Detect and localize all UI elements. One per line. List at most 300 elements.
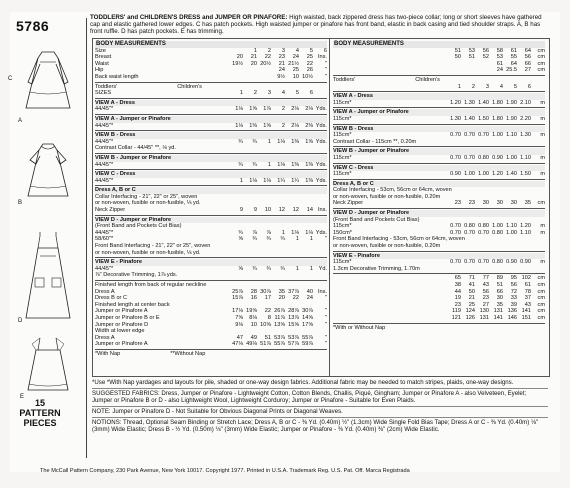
cell-value: 1⅛ bbox=[235, 106, 243, 113]
cell-value: 10½ bbox=[302, 73, 313, 80]
row-values bbox=[447, 67, 545, 74]
row-unit: m bbox=[540, 115, 545, 122]
group-toddlers: Toddlers' bbox=[95, 83, 118, 90]
row-label: 44/45"* bbox=[95, 161, 114, 168]
table-row bbox=[333, 155, 545, 162]
cell-value bbox=[447, 67, 461, 74]
cell-value: 14⅝ bbox=[302, 314, 313, 321]
cell-value: 2.10 bbox=[520, 99, 531, 106]
cell-value: 17⅝ bbox=[302, 321, 313, 328]
size-pad bbox=[531, 84, 545, 91]
table-row bbox=[95, 243, 327, 250]
size-value: 4 bbox=[281, 90, 285, 97]
size-value: 5 bbox=[295, 90, 299, 97]
description-block bbox=[90, 14, 548, 36]
block-heading: VIEW D - Jumper or Pinafore bbox=[95, 217, 327, 224]
row-values bbox=[229, 67, 327, 74]
row-label: Dress B or C bbox=[95, 295, 128, 302]
row-unit: m bbox=[540, 132, 545, 139]
cell-value: 51 bbox=[454, 47, 461, 54]
table-row bbox=[333, 67, 545, 74]
cell-value: 50 bbox=[454, 54, 461, 61]
table-row bbox=[95, 322, 327, 329]
cell-value: 20½ bbox=[260, 60, 271, 67]
row-values bbox=[243, 48, 327, 55]
cell-value: 25 bbox=[306, 54, 313, 61]
nap-legend bbox=[95, 349, 327, 358]
cell-value: 53 bbox=[496, 54, 503, 61]
row-label: Jumper or Pinafore B or E bbox=[95, 314, 160, 321]
table-row bbox=[333, 48, 545, 55]
row-values bbox=[229, 123, 327, 130]
cell-value: 9 bbox=[239, 207, 243, 214]
row-label: 1.3cm Decorative Trimming, 1.70m bbox=[333, 265, 420, 272]
row-unit: " bbox=[325, 308, 327, 315]
row-unit: cm bbox=[537, 288, 545, 295]
row-values bbox=[447, 132, 545, 139]
cell-value: 2⅜ bbox=[305, 122, 313, 129]
row-values bbox=[229, 335, 327, 342]
block-heading: VIEW C - Dress bbox=[333, 165, 545, 172]
table-row bbox=[333, 200, 545, 207]
cell-value: 24 bbox=[292, 54, 299, 61]
row-values bbox=[229, 230, 327, 237]
cell-value: 38 bbox=[454, 282, 461, 288]
table-row bbox=[333, 308, 545, 315]
cell-value: 26 bbox=[306, 67, 313, 74]
body-measurements-head: BODY MEASUREMENTS bbox=[333, 41, 545, 48]
table-row bbox=[95, 74, 327, 81]
cell-value: 1.80 bbox=[492, 115, 503, 122]
cell-value: 0.80 bbox=[492, 229, 503, 236]
cell-value: 27 bbox=[524, 67, 531, 74]
table-row bbox=[95, 54, 327, 61]
cell-value: ¾ bbox=[252, 265, 257, 272]
cell-value: 10 bbox=[292, 73, 299, 80]
cell-value: 1 bbox=[295, 265, 299, 272]
size-value: 5 bbox=[513, 83, 517, 90]
cell-value: ¾ bbox=[252, 236, 257, 243]
row-label: 150cm* bbox=[333, 229, 352, 236]
yardage-block bbox=[333, 163, 545, 178]
cell-value: 24 bbox=[496, 67, 503, 74]
cell-value: 21 bbox=[468, 295, 475, 302]
sizes-values bbox=[447, 84, 545, 91]
row-label: Contrast Collar - 115cm **, 0.20m bbox=[333, 138, 417, 145]
nap-legend bbox=[333, 323, 545, 332]
finished-measurements bbox=[95, 280, 327, 348]
row-label: Hip bbox=[95, 67, 104, 74]
row-values bbox=[229, 289, 327, 296]
row-label: Back waist length bbox=[95, 73, 139, 80]
row-values bbox=[229, 139, 327, 146]
cell-value: 126 bbox=[465, 314, 475, 321]
row-unit: Yds. bbox=[315, 177, 327, 184]
cell-value: 20 bbox=[236, 54, 243, 61]
row-values bbox=[447, 48, 545, 55]
table-row bbox=[333, 132, 545, 139]
cell-value: 0.70 bbox=[464, 132, 475, 139]
cell-value: 1.20 bbox=[492, 171, 503, 178]
cell-value: ¾ bbox=[238, 138, 243, 145]
cell-value: 51 bbox=[264, 334, 271, 341]
table-row bbox=[333, 187, 545, 194]
row-unit: Ins. bbox=[317, 54, 327, 61]
cell-value: 2 bbox=[281, 122, 285, 129]
row-label: 115cm* bbox=[333, 99, 352, 106]
table-row bbox=[95, 145, 327, 152]
cell-value: 15⅞ bbox=[232, 295, 243, 302]
cell-value: 61 bbox=[510, 47, 517, 54]
view-b-label: B bbox=[18, 200, 23, 206]
table-row bbox=[95, 178, 327, 185]
notions-text: NOTIONS: Thread, Optional Seam Binding or Stretch Lace; Dress A, B or C - ⅜ Yd. (0.40m) ½" (1.3cm) Wide Single Fold Bias Tape; Dress A or C - ⅜ Yd. (0.40m) ⅛" (3mm) Wide Elastic; Dress B - ½ Yd. (0.50m) ⅛" (3mm) Wide Elastic; Jumper or Pinafore - ⅜ Yd. (0.40m) ⅜" (2cm) Wide Elastic. bbox=[92, 417, 548, 433]
cell-value: 30 bbox=[510, 200, 517, 207]
cell-value: 64 bbox=[510, 60, 517, 67]
cell-value: 77 bbox=[482, 275, 489, 282]
cell-value: 0.80 bbox=[478, 223, 489, 230]
table-row bbox=[95, 223, 327, 230]
cell-value: 23 bbox=[468, 200, 475, 207]
row-label: (Front Band and Pockets Cut Bias) bbox=[333, 216, 420, 223]
row-unit: cm bbox=[537, 282, 545, 288]
cell-value: 37 bbox=[524, 295, 531, 302]
pieces-number: 15 bbox=[34, 398, 45, 408]
row-unit: cm bbox=[537, 275, 545, 282]
row-label: or non-woven, fusible or non-fusible, ⅛ yd. bbox=[95, 249, 201, 256]
cell-value: 25 bbox=[468, 301, 475, 308]
cell-value: ¾ bbox=[280, 265, 285, 272]
cell-value: 51 bbox=[496, 282, 503, 288]
yardage-block bbox=[333, 91, 545, 106]
pattern-pieces-count bbox=[10, 398, 70, 428]
cell-value: 0.70 bbox=[450, 132, 461, 139]
row-label: 44/45"* bbox=[95, 177, 114, 184]
row-values bbox=[447, 308, 545, 315]
copyright-footer: The McCall Pattern Company, 230 Park Avenue, New York 10017. Copyright 1977. Printed in U.S.A. Trademark Reg. U.S. Pat. Off. Marca Registrada bbox=[40, 468, 410, 474]
group-children: Children's bbox=[177, 83, 202, 90]
cell-value: 0.80 bbox=[478, 154, 489, 161]
cell-value: 23 bbox=[454, 301, 461, 308]
size-value: 2 bbox=[253, 90, 257, 97]
cell-value: 53⅞ bbox=[274, 334, 285, 341]
row-unit: Yds. bbox=[315, 106, 327, 113]
cell-value: 13⅞ bbox=[288, 314, 299, 321]
cell-value: 19½ bbox=[232, 60, 243, 67]
cell-value: 17⅛ bbox=[232, 308, 243, 315]
view-b-illustration bbox=[18, 140, 78, 206]
row-values bbox=[447, 100, 545, 107]
row-label: Front Band Interfacing - 21", 22" or 25", woven bbox=[95, 243, 211, 250]
row-label: Width at lower edge bbox=[95, 328, 145, 335]
cell-value: 121 bbox=[451, 314, 461, 321]
row-unit: cm bbox=[537, 314, 545, 321]
yardage-block bbox=[333, 107, 545, 122]
cell-value: 5 bbox=[309, 47, 313, 54]
row-label: Collar Interfacing - 53cm, 56cm or 64cm, woven bbox=[333, 187, 452, 194]
cell-value: 35 bbox=[496, 301, 503, 308]
cell-value: 40 bbox=[306, 288, 313, 295]
cell-value: 43 bbox=[482, 282, 489, 288]
cell-value: 2.20 bbox=[520, 115, 531, 122]
table-row bbox=[95, 207, 327, 214]
cell-value: 52 bbox=[482, 54, 489, 61]
row-unit: m bbox=[540, 99, 545, 106]
cell-value bbox=[243, 74, 257, 81]
size-value: 1 bbox=[457, 83, 461, 90]
cell-value: 55⅞ bbox=[274, 341, 285, 348]
cell-value bbox=[243, 67, 257, 74]
row-values bbox=[447, 200, 545, 207]
cell-value: ¾ bbox=[252, 138, 257, 145]
row-unit: m bbox=[540, 223, 545, 230]
cell-value: 49⅛ bbox=[246, 341, 257, 348]
cell-value bbox=[461, 67, 475, 74]
size-value: 6 bbox=[309, 90, 313, 97]
row-values bbox=[229, 162, 327, 169]
cell-value: 9 bbox=[253, 207, 257, 214]
block-heading: VIEW B - Jumper or Pinafore bbox=[95, 155, 327, 162]
cell-value: 1 bbox=[309, 236, 313, 243]
row-label: Jumper or Pinafore D bbox=[95, 321, 149, 328]
row-values bbox=[447, 61, 545, 68]
cell-value: 1.00 bbox=[506, 229, 517, 236]
row-values bbox=[447, 54, 545, 61]
yardage-table bbox=[92, 38, 550, 377]
cell-value: 65 bbox=[454, 275, 461, 282]
cell-value: 141 bbox=[493, 314, 503, 321]
row-values bbox=[229, 236, 327, 243]
cell-value: 30 bbox=[496, 295, 503, 302]
table-row bbox=[333, 230, 545, 237]
cell-value: 10⅝ bbox=[260, 321, 271, 328]
cell-value: 9½ bbox=[277, 73, 285, 80]
yardage-block bbox=[95, 153, 327, 168]
view-c-marker bbox=[8, 76, 18, 82]
cell-value: 4 bbox=[295, 47, 299, 54]
cell-value bbox=[475, 67, 489, 74]
row-values bbox=[229, 74, 327, 81]
size-value: 3 bbox=[267, 90, 271, 97]
cell-value: 1⅞ bbox=[263, 106, 271, 113]
cell-value: 25 bbox=[292, 67, 299, 74]
nap-note: *Use *With Nap yardages and layouts for pile, shaded or one-way design fabrics. Additional fabric may be needed to match stripes, plaids, one-way designs. bbox=[92, 379, 514, 386]
row-label: or non-woven, fusible or non-fusible, 0.20m bbox=[333, 243, 441, 250]
cell-value: ¾ bbox=[238, 229, 243, 236]
cell-value: 53⅞ bbox=[288, 334, 299, 341]
cell-value: 49 bbox=[250, 334, 257, 341]
cell-value: ⅞ bbox=[252, 229, 257, 236]
row-unit: " bbox=[325, 60, 327, 67]
row-label: 44/45"* bbox=[95, 122, 114, 129]
cell-value: ⅞ bbox=[266, 229, 271, 236]
table-row bbox=[333, 61, 545, 68]
nap-label-2: **Without Nap bbox=[170, 350, 206, 357]
cell-value bbox=[229, 74, 243, 81]
cell-value: 1 bbox=[281, 229, 285, 236]
yardage-block bbox=[95, 185, 327, 213]
table-row bbox=[333, 302, 545, 309]
cell-value: 33 bbox=[510, 295, 517, 302]
row-values bbox=[447, 289, 545, 296]
row-unit: " bbox=[325, 73, 327, 80]
cell-value: 0.90 bbox=[492, 154, 503, 161]
cell-value: 0.70 bbox=[464, 259, 475, 266]
view-c-label: C bbox=[8, 76, 13, 82]
row-values bbox=[229, 315, 327, 322]
cell-value: 41 bbox=[468, 282, 475, 288]
cell-value: 146 bbox=[507, 314, 517, 321]
cell-value: 1.80 bbox=[492, 99, 503, 106]
table-row bbox=[95, 341, 327, 348]
table-row bbox=[95, 282, 327, 289]
block-heading: VIEW E - Pinafore bbox=[333, 253, 545, 260]
cell-value: 1⅛ bbox=[277, 161, 285, 168]
row-values bbox=[447, 275, 545, 282]
cell-value: 17 bbox=[264, 295, 271, 302]
cell-value: ⅝ bbox=[238, 265, 243, 272]
cell-value: 1¼ bbox=[291, 177, 299, 184]
size-value: 4 bbox=[499, 83, 503, 90]
cell-value: 56 bbox=[482, 47, 489, 54]
row-label: Collar Interfacing - 21", 22" or 25", woven bbox=[95, 193, 198, 200]
nap-label: *With or Without Nap bbox=[333, 324, 386, 331]
row-label: Finished length from back of regular neckline bbox=[95, 282, 207, 288]
table-row bbox=[95, 236, 327, 243]
cell-value: 44 bbox=[454, 288, 461, 295]
cell-value: 35 bbox=[278, 288, 285, 295]
table-row bbox=[333, 295, 545, 302]
notes-section bbox=[92, 378, 548, 436]
cell-value: 51 bbox=[468, 54, 475, 61]
cell-value: 1.00 bbox=[492, 223, 503, 230]
cell-value: ¾ bbox=[238, 161, 243, 168]
cell-value bbox=[461, 61, 475, 68]
yardage-block bbox=[95, 215, 327, 257]
row-unit: cm bbox=[537, 67, 545, 74]
yardage-block bbox=[333, 179, 545, 207]
cell-value: 0.70 bbox=[478, 229, 489, 236]
size-value: 2 bbox=[471, 83, 475, 90]
cell-value: 56 bbox=[524, 54, 531, 61]
row-label: Breast bbox=[95, 54, 112, 61]
cell-value: 0.70 bbox=[478, 259, 489, 266]
table-row bbox=[333, 116, 545, 123]
row-unit: " bbox=[325, 67, 327, 74]
cell-value: 14 bbox=[306, 207, 313, 214]
cell-value: 30 bbox=[496, 200, 503, 207]
yardage-block bbox=[333, 208, 545, 250]
cell-value: 10 bbox=[250, 321, 257, 328]
cell-value: 35 bbox=[524, 200, 531, 207]
table-row bbox=[333, 217, 545, 224]
cell-value: 1.40 bbox=[506, 171, 517, 178]
cell-value: 13⅝ bbox=[274, 321, 285, 328]
group-toddlers: Toddlers' bbox=[333, 76, 356, 83]
table-row bbox=[95, 302, 327, 309]
cell-value: 30⅞ bbox=[260, 288, 271, 295]
group-children: Children's bbox=[415, 76, 440, 83]
cell-value: 47 bbox=[236, 334, 243, 341]
row-label: Neck Zipper bbox=[333, 200, 364, 207]
cell-value: 1⅝ bbox=[305, 138, 313, 145]
row-values bbox=[447, 171, 545, 178]
cell-value: 136 bbox=[507, 308, 517, 315]
cell-value: 12 bbox=[292, 207, 299, 214]
cell-value: 43 bbox=[524, 301, 531, 308]
table-row bbox=[333, 194, 545, 201]
cell-value: 1.10 bbox=[506, 132, 517, 139]
row-values bbox=[447, 259, 545, 266]
block-heading: VIEW B - Dress bbox=[95, 132, 327, 139]
cell-value: 23 bbox=[482, 295, 489, 302]
pattern-number: 5786 bbox=[16, 18, 50, 34]
row-label: Waist bbox=[95, 60, 109, 67]
cell-value: 58 bbox=[496, 47, 503, 54]
cell-value: ¾ bbox=[266, 236, 271, 243]
cell-value: 124 bbox=[465, 308, 475, 315]
cell-value: 130 bbox=[479, 308, 489, 315]
cell-value: 1⅛ bbox=[249, 177, 257, 184]
block-heading: VIEW E - Pinafore bbox=[95, 259, 327, 266]
cell-value: 22 bbox=[264, 308, 271, 315]
row-unit: Yds. bbox=[315, 229, 327, 236]
cell-value: 22 bbox=[306, 60, 313, 67]
row-label: Neck Zipper bbox=[95, 207, 126, 214]
cell-value: 53 bbox=[468, 47, 475, 54]
row-label: 44/45"* bbox=[95, 106, 114, 113]
finished-measurements bbox=[333, 273, 545, 321]
cell-value: 1.50 bbox=[478, 115, 489, 122]
cell-value: ¾ bbox=[252, 161, 257, 168]
cell-value: 1.00 bbox=[478, 171, 489, 178]
cell-value: 1.20 bbox=[450, 99, 461, 106]
row-unit: " bbox=[325, 314, 327, 321]
cell-value: 1⅜ bbox=[305, 177, 313, 184]
table-row bbox=[333, 236, 545, 243]
cell-value: 1.10 bbox=[506, 223, 517, 230]
cell-value: 24 bbox=[306, 295, 313, 302]
cell-value: 24 bbox=[278, 67, 285, 74]
row-label: 115cm* bbox=[333, 132, 352, 139]
table-row bbox=[95, 194, 327, 201]
cell-value: 21 bbox=[278, 60, 285, 67]
cell-value: 1⅛ bbox=[291, 229, 299, 236]
cell-value: 1.30 bbox=[450, 115, 461, 122]
block-heading: VIEW B - Dress bbox=[333, 126, 545, 133]
table-row bbox=[333, 100, 545, 107]
table-row bbox=[95, 315, 327, 322]
cell-value bbox=[229, 67, 243, 74]
block-heading: VIEW A - Dress bbox=[95, 100, 327, 107]
cell-value: 21½ bbox=[288, 60, 299, 67]
cell-value: 0.70 bbox=[450, 154, 461, 161]
cell-value: 30 bbox=[482, 200, 489, 207]
row-unit: cm bbox=[537, 200, 545, 207]
cell-value: 61 bbox=[524, 282, 531, 288]
cell-value: 0.90 bbox=[520, 259, 531, 266]
sizes-row bbox=[95, 90, 327, 97]
table-row bbox=[95, 308, 327, 315]
cell-value: 1.10 bbox=[520, 154, 531, 161]
row-label: Front Band Interfacing - 53cm, 56cm or 64cm, woven bbox=[333, 236, 465, 243]
pieces-label: PATTERN PIECES bbox=[19, 408, 61, 428]
table-row bbox=[95, 48, 327, 55]
cell-value: 59⅞ bbox=[302, 341, 313, 348]
yardage-block bbox=[333, 124, 545, 146]
cell-value: 1.00 bbox=[506, 154, 517, 161]
row-unit: cm bbox=[537, 301, 545, 308]
